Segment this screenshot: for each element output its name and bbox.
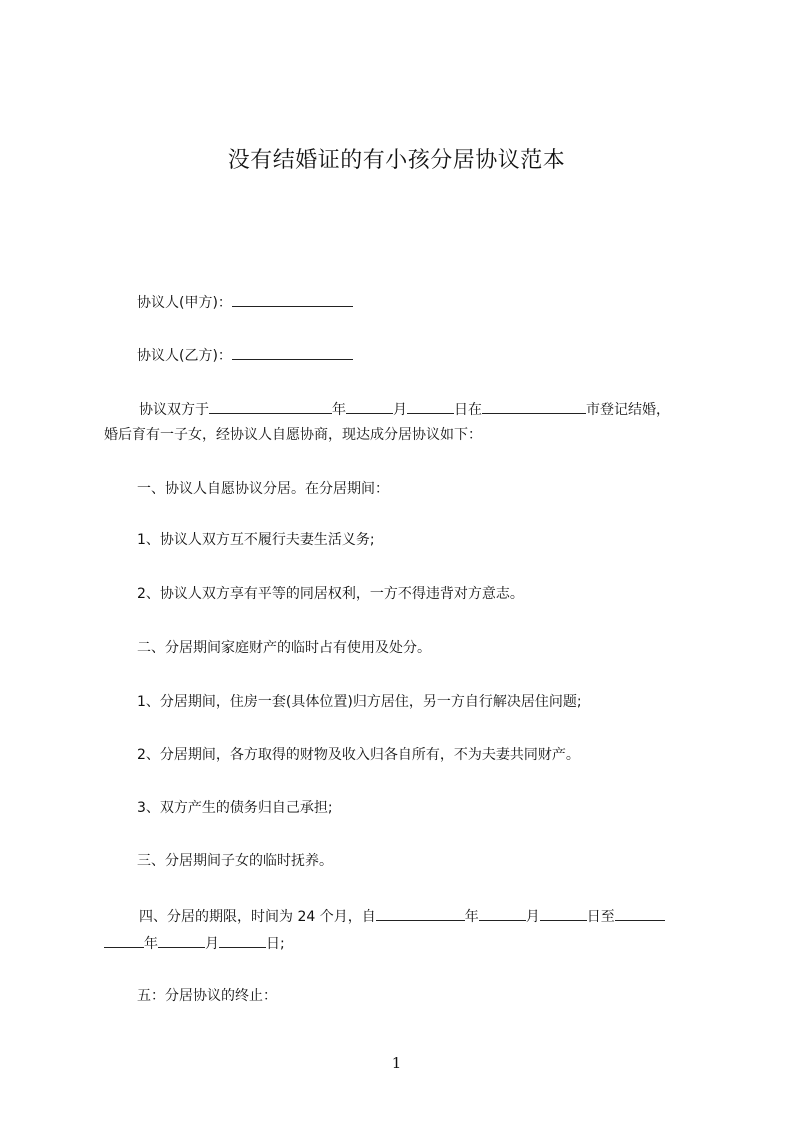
intro-line-1	[139, 398, 670, 420]
intro-month: 月	[393, 402, 407, 418]
period-start-month-blank[interactable]	[479, 905, 526, 921]
intro-year: 年	[332, 402, 346, 418]
marriage-day-blank[interactable]	[407, 398, 454, 414]
section-1-item-2: 2、协议人双方享有平等的同居权利，一方不得违背对方意志。	[137, 586, 524, 602]
marriage-date-blank[interactable]	[209, 398, 332, 414]
intro-part1: 协议双方于	[139, 402, 209, 418]
intro-line-2: 婚后育有一子女，经协议人自愿协商，现达成分居协议如下：	[104, 427, 482, 443]
party-a-blank[interactable]	[232, 291, 353, 307]
section-4-day-to: 日至	[586, 909, 615, 925]
section-5-heading: 五：分居协议的终止：	[137, 988, 277, 1004]
period-end-year-blank-part2[interactable]	[104, 932, 144, 948]
section-2-item-3: 3、双方产生的债务归自己承担;	[137, 800, 333, 816]
party-b-label: 协议人(乙方)：	[137, 348, 232, 364]
section-4-part1: 四、分居的期限，时间为 24 个月，自	[139, 909, 376, 925]
period-end-month-blank[interactable]	[158, 932, 205, 948]
party-b-line	[137, 344, 353, 366]
period-end-year-blank-part1[interactable]	[615, 905, 665, 921]
section-4-year-2: 年	[144, 936, 158, 952]
section-4-month: 月	[525, 909, 540, 925]
period-start-day-blank[interactable]	[540, 905, 587, 921]
page-number: 1	[391, 1054, 402, 1072]
party-b-blank[interactable]	[232, 344, 353, 360]
party-a-line	[137, 291, 353, 313]
intro-day-in: 日在	[454, 402, 482, 418]
section-2-item-2: 2、分居期间，各方取得的财物及收入归各自所有，不为夫妻共同财产。	[137, 747, 580, 763]
section-2-heading: 二、分居期间家庭财产的临时占有使用及处分。	[137, 640, 431, 656]
section-1-heading: 一、协议人自愿协议分居。在分居期间：	[137, 481, 389, 497]
section-1-item-1: 1、协议人双方互不履行夫妻生活义务;	[137, 532, 375, 548]
period-end-day-blank[interactable]	[219, 932, 266, 948]
section-3-heading: 三、分居期间子女的临时抚养。	[137, 853, 333, 869]
section-4-month-2: 月	[205, 936, 219, 952]
section-4-year: 年	[464, 909, 479, 925]
section-4-line-2	[104, 932, 285, 954]
party-a-label: 协议人(甲方)：	[137, 295, 232, 311]
marriage-month-blank[interactable]	[346, 398, 393, 414]
period-start-year-blank[interactable]	[376, 905, 465, 921]
section-2-item-1: 1、分居期间，住房一套(具体位置)归方居住，另一方自行解决居住问题;	[137, 694, 582, 710]
section-4-day-end: 日;	[266, 936, 285, 952]
intro-city-registered: 市登记结婚，	[586, 402, 670, 418]
document-title: 没有结婚证的有小孩分居协议范本	[227, 148, 566, 173]
city-blank[interactable]	[482, 398, 586, 414]
section-4-line-1	[139, 905, 665, 927]
